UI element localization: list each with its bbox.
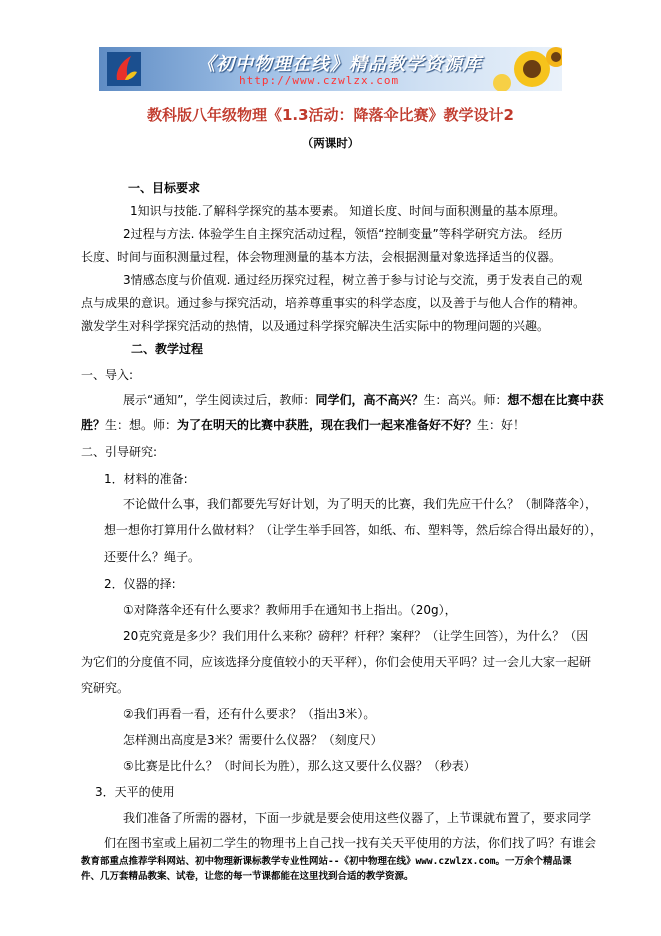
paragraph-line: 长度、时间与面积测量过程，体会物理测量的基本方法，会根据测量对象选择适当的仪器。	[81, 250, 562, 264]
footer-line: 教育部重点推荐学科网站、初中物理新课标教学专业性网站--《初中物理在线》www.czwlzx.com。一万余个精品课	[81, 856, 572, 867]
intro-teacher-quote: 胜？	[81, 418, 106, 432]
paragraph-line: 还要什么？绳子。	[104, 550, 201, 564]
site-logo-icon	[105, 50, 143, 88]
paragraph-line: 3情感态度与价值观. 通过经历探究过程，树立善于参与讨论与交流，勇于发表自己的观	[123, 273, 583, 287]
banner-title: 《初中物理在线》精品教学资源库	[197, 54, 482, 75]
paragraph-line: 不论做什么事，我们都要先写好计划，为了明天的比赛，我们先应干什么？（制降落伞），	[123, 497, 598, 511]
paragraph-line: ②我们再看一看，还有什么要求？（指出3米）。	[123, 707, 376, 721]
footer-line: 件、几万套精品教案、试卷，让您的每一节课都能在这里找到合适的教学资源。	[81, 871, 414, 882]
page-footer	[81, 854, 591, 884]
paragraph-line: 想一想你打算用什么做材料？（让学生举手回答，如纸、布、塑料等，然后综合得出最好的），	[104, 523, 603, 537]
section-heading-intro: 一、导入:	[81, 368, 134, 382]
paragraph-line: 为它们的分度值不同，应该选择分度值较小的天平秤），你们会使用天平吗？过一会儿大家一起研	[81, 655, 592, 669]
document-subtitle: （两课时）	[301, 136, 360, 150]
banner-url: http://www.czwlzx.com	[239, 74, 400, 87]
paragraph-line: 究研究。	[81, 681, 130, 695]
paragraph-line: 20克究竟是多少？我们用什么来称？磅秤？杆秤？案秤？（让学生回答），为什么？（因	[123, 629, 589, 643]
section-heading-goals: 一、目标要求	[128, 181, 201, 195]
header-banner	[99, 47, 562, 91]
sunflower-icon	[472, 47, 562, 91]
intro-teacher-quote: 想不想在比赛中获	[507, 393, 604, 407]
subheading-materials: 1．材料的准备:	[104, 472, 188, 486]
section-heading-guide: 二、引导研究:	[81, 445, 158, 459]
paragraph-line: 2过程与方法. 体验学生自主探究活动过程，领悟“控制变量”等科学研究方法。 经历	[123, 227, 563, 241]
intro-paragraph-line1	[123, 392, 603, 408]
intro-teacher-quote: 同学们，高不高兴？	[315, 393, 424, 407]
intro-paragraph-line2	[81, 417, 525, 433]
intro-teacher-quote: 为了在明天的比赛中获胜，现在我们一起来准备好不好？	[177, 418, 478, 432]
intro-text: 生：高兴。师：	[423, 393, 508, 407]
paragraph-line: 我们准备了所需的器材，下面一步就是要会使用这些仪器了，上节课就布置了，要求同学	[123, 811, 592, 825]
paragraph-line: ①对降落伞还有什么要求？教师用手在通知书上指出。（20g），	[123, 603, 457, 617]
intro-text: 生：想。师：	[105, 418, 178, 432]
paragraph-line: 怎样测出高度是3米？需要什么仪器？（刻度尺）	[123, 733, 383, 747]
subheading-instruments: 2．仪器的择:	[104, 577, 176, 591]
paragraph-line: 点与成果的意识。通过参与探究活动，培养尊重事实的科学态度，以及善于与他人合作的精神。	[81, 296, 586, 310]
section-heading-process: 二、教学过程	[131, 342, 204, 356]
paragraph-line: ⑤比赛是比什么？（时间长为胜），那么这又要什么仪器？（秒表）	[123, 759, 476, 773]
intro-text: 展示“通知”，学生阅读过后，教师：	[123, 393, 316, 407]
document-title: 教科版八年级物理《1.3活动：降落伞比赛》教学设计2	[146, 106, 514, 124]
paragraph-line: 激发学生对科学探究活动的热情，以及通过科学探究解决生活实际中的物理问题的兴趣。	[81, 319, 550, 333]
intro-text: 生：好！	[477, 418, 526, 432]
paragraph-line: 们在图书室或上届初二学生的物理书上自己找一找有关天平使用的方法，你们找了吗？有谁会	[104, 836, 597, 850]
paragraph-line: 1知识与技能.了解科学探究的基本要素。 知道长度、时间与面积测量的基本原理。	[130, 204, 566, 218]
subheading-balance: 3．天平的使用	[95, 785, 175, 799]
